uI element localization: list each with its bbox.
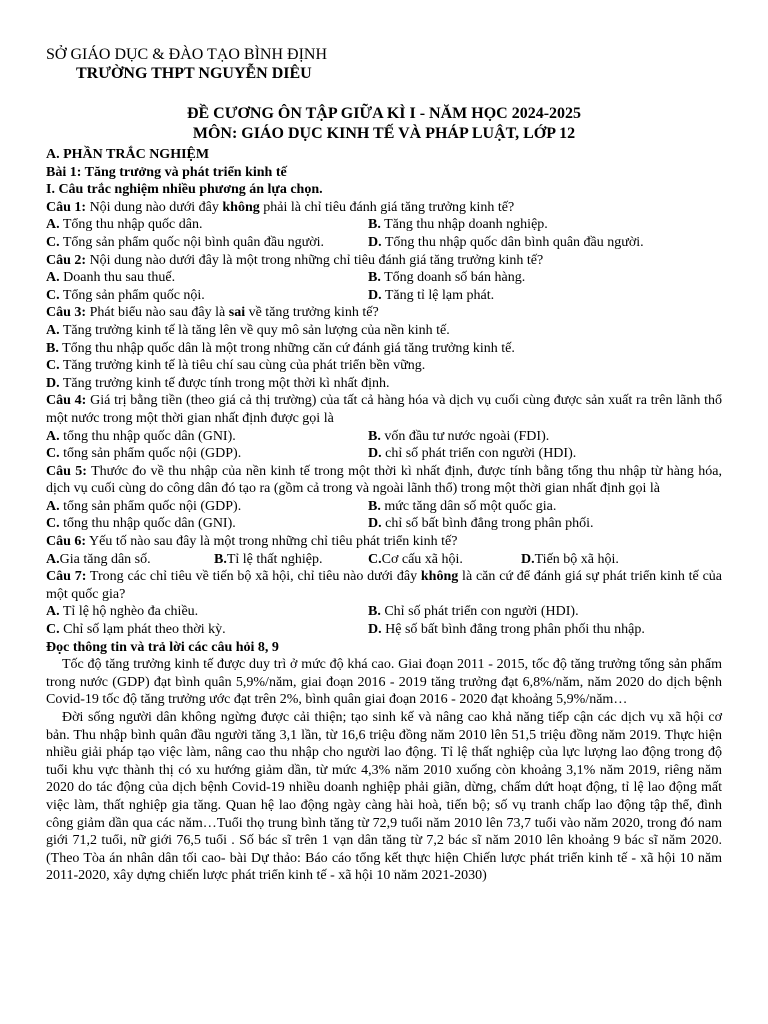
question-1-options-cd: C. Tổng sản phẩm quốc nội bình quân đầu người. D. Tổng thu nhập quốc dân bình quân đầu người. (46, 234, 644, 250)
question-6-options: A. Gia tăng dân số. B. Tỉ lệ thất nghiệp. C. Cơ cấu xã hội. D. Tiến bộ xã hội. (46, 551, 619, 567)
question-4: Câu 4: Giá trị bằng tiền (theo giá cả thị trường) của tất cả hàng hóa và dịch vụ cuối cùng được sản xuất ra trên lãnh thổ một nước trong một thời gian nhất định được gọi là (46, 393, 722, 426)
question-3: Câu 3: Phát biểu nào sau đây là sai về tăng trưởng kinh tế? (46, 305, 379, 321)
question-3-option-c: C. Tăng trưởng kinh tế là tiêu chí sau cùng của phát triển bền vững. (46, 358, 426, 374)
department-name: SỞ GIÁO DỤC & ĐÀO TẠO BÌNH ĐỊNH (46, 46, 328, 63)
question-5-options-ab: A. tổng sản phẩm quốc nội (GDP). B. mức tăng dân số một quốc gia. (46, 498, 557, 514)
question-3-option-a: A. Tăng trưởng kinh tế là tăng lên về quy mô sản lượng của nền kinh tế. (46, 322, 450, 338)
question-7-options-cd: C. Chỉ số lạm phát theo thời kỳ. D. Hệ số bất bình đẳng trong phân phối thu nhập. (46, 622, 645, 638)
question-2: Câu 2: Nội dung nào dưới đây là một trong những chỉ tiêu đánh giá tăng trưởng kinh tế? (46, 252, 544, 268)
question-6: Câu 6: Yếu tố nào sau đây là một trong những chỉ tiêu phát triển kinh tế? (46, 534, 458, 550)
question-7-options-ab: A. Tỉ lệ hộ nghèo đa chiều. B. Chỉ số phát triển con người (HDI). (46, 604, 579, 620)
question-5-options-cd: C. tổng thu nhập quốc dân (GNI). D. chỉ số bất bình đẳng trong phân phối. (46, 516, 594, 532)
question-5: Câu 5: Thước đo về thu nhập của nền kinh tế trong một thời kì nhất định, được tính bằng tổng thu nhập từ hàng hóa, dịch vụ cuối cùng do công dân đó tạo ra (gồm cả trong và ngoài lãnh thổ) trong một thời gian nhất định gọi là (46, 463, 723, 497)
subject-title: MÔN: GIÁO DỤC KINH TẾ VÀ PHÁP LUẬT, LỚP 12 (192, 125, 576, 142)
section-heading: A. PHẦN TRẮC NGHIỆM (46, 147, 210, 162)
question-1-options-ab: A. Tổng thu nhập quốc dân. B. Tăng thu nhập doanh nghiệp. (46, 217, 548, 233)
reading-paragraph-1: Tốc độ tăng trưởng kinh tế được duy trì ở mức độ khá cao. Giai đoạn 2011 - 2015, tốc độ tăng trưởng tổng sản phẩm trong nước (GDP) đạt bình quân 5,9%/năm, giai đoạn 2016 - 2019 tăng trưởng đạt 6,8%/năm, năm 2020 do dịch bệnh Covid-19 tốc độ tăng trưởng ước đạt trên 2%, bình quân giai đoạn 2016 - 2020 đạt khoảng 5,9%/năm… (46, 657, 722, 708)
reading-paragraph-2: Đời sống người dân không ngừng được cải thiện; tạo sinh kế và nâng cao khả năng tiếp cận các dịch vụ xã hội cơ bản. Thu nhập bình quân đầu người tăng 3,1 lần, từ 16,6 triệu đồng năm 2010 lên 51,5 triệu đồng năm 2019. Thực hiện nhiều giải pháp tạo việc làm, nâng cao thu nhập cho người lao động. Tỉ lệ thất nghiệp của lực lượng lao động trong độ tuổi khu vực thành thị có xu hướng giảm dần, từ mức 4,3% năm 2010 xuống còn khoảng 3,1% năm 2019, riêng năm 2020 do tác động của dịch bệnh Covid-19 nhiều doanh nghiệp phải giãn, dừng, chấm dứt hoạt động, tỉ lệ lao động mất việc làm, thất nghiệp gia tăng. Quan hệ lao động ngày càng hài hoà, tiến bộ; số vụ tranh chấp lao động tập thể, đình công giảm dần qua các năm…Tuổi thọ trung bình tăng từ 72,9 tuổi năm 2010 lên 73,7 tuổi vào năm 2020, trong đó nam giới 71,2 tuổi, nữ giới 76,5 tuổi . Số bác sĩ trên 1 vạn dân tăng từ 7,2 bác sĩ năm 2010 lên khoảng 9 bác sĩ năm 2020. (Theo Tòa án nhân dân tối cao- bài Dự thảo: Báo cáo tổng kết thực hiện Chiến lược phát triển kinh tế - xã hội 10 năm 2011-2020, xây dựng chiến lược phát triển kinh tế - xã hội 10 năm 2021-2030) (46, 710, 722, 884)
school-name: TRƯỜNG THPT NGUYỄN DIÊU (76, 65, 312, 82)
document-body (46, 146, 722, 885)
document-title: ĐỀ CƯƠNG ÔN TẬP GIỮA KÌ I - NĂM HỌC 2024-2025 (186, 105, 582, 122)
question-4-options-cd: C. tổng sản phẩm quốc nội (GDP). D. chỉ số phát triển con người (HDI). (46, 446, 577, 462)
question-1: Câu 1: Nội dung nào dưới đây không phải là chỉ tiêu đánh giá tăng trưởng kinh tế? (46, 199, 515, 215)
question-3-option-b: B. Tổng thu nhập quốc dân là một trong những căn cứ đánh giá tăng trưởng kinh tế. (46, 340, 515, 356)
question-2-options-ab: A. Doanh thu sau thuế. B. Tổng doanh số bán hàng. (46, 270, 526, 286)
question-7: Câu 7: Trong các chỉ tiêu về tiến bộ xã hội, chỉ tiêu nào dưới đây không là căn cứ để đánh giá sự phát triển kinh tế của một quốc gia? (46, 569, 722, 602)
question-2-options-cd: C. Tổng sản phẩm quốc nội. D. Tăng tỉ lệ lạm phát. (46, 287, 495, 303)
question-4-options-ab: A. tổng thu nhập quốc dân (GNI). B. vốn đầu tư nước ngoài (FDI). (46, 428, 550, 444)
part-heading: I. Câu trắc nghiệm nhiều phương án lựa chọn. (46, 182, 323, 198)
question-3-option-d: D. Tăng trưởng kinh tế được tính trong một thời kì nhất định. (46, 375, 390, 391)
reading-heading: Đọc thông tin và trả lời các câu hỏi 8, 9 (46, 639, 279, 655)
lesson-heading: Bài 1: Tăng trưởng và phát triển kinh tế (46, 164, 287, 180)
